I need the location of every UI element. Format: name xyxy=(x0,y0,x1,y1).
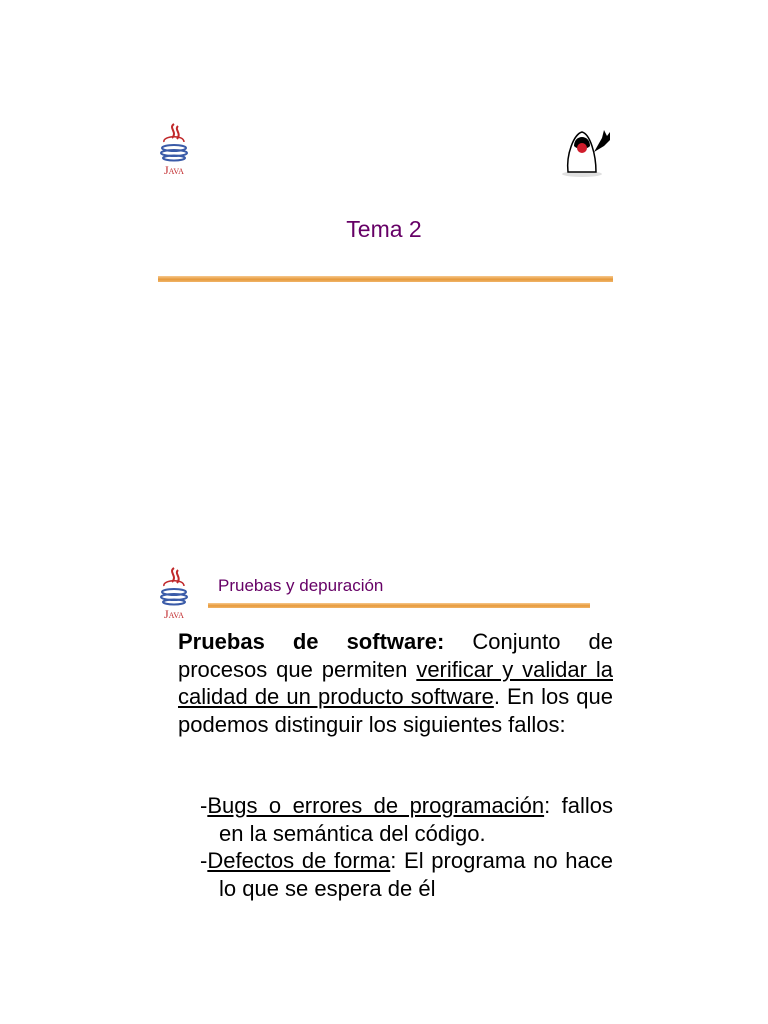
java-logo-icon xyxy=(154,120,194,176)
definition-term: Pruebas de software: xyxy=(178,629,445,654)
title-divider xyxy=(158,276,613,282)
list-item-prefix: - xyxy=(200,848,208,873)
list-item xyxy=(200,847,613,902)
slide-header: Pruebas y depuración xyxy=(218,576,384,595)
java-logo-text: Java xyxy=(164,163,184,177)
list-item-term: Bugs o errores de programación xyxy=(207,793,545,818)
fault-list xyxy=(200,792,613,902)
list-item-prefix: - xyxy=(200,793,208,818)
definition-underlined: verificar y validar la calidad de un producto software xyxy=(178,656,613,709)
definition-text-end: . En los que podemos distinguir los siguientes fallos: xyxy=(178,684,614,737)
list-item-text: : El programa no hace lo que se espera de él xyxy=(219,848,613,901)
definition-text: Conjunto de procesos que permiten xyxy=(178,629,613,682)
list-item-text: : fallos en la semántica del código. xyxy=(219,793,613,846)
duke-mascot-icon xyxy=(560,124,616,178)
slide-title: Tema 2 xyxy=(346,216,422,242)
list-item-term: Defectos de forma xyxy=(207,848,391,873)
definition-paragraph xyxy=(178,628,613,738)
java-logo-text: Java xyxy=(164,607,184,621)
java-logo-icon xyxy=(154,564,194,620)
list-item xyxy=(200,792,613,847)
header-divider xyxy=(208,603,590,608)
